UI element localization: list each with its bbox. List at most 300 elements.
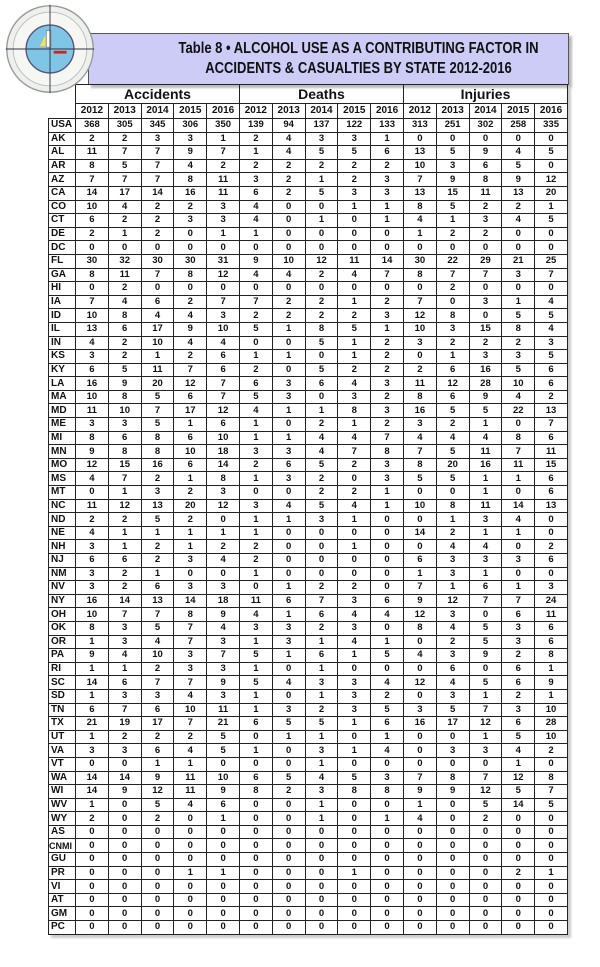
injuries-cell: 8 <box>502 322 535 336</box>
deaths-cell: 0 <box>338 880 371 894</box>
injuries-cell: 20 <box>535 186 568 200</box>
injuries-cell: 0 <box>436 486 469 500</box>
deaths-cell: 1 <box>305 798 338 812</box>
injuries-cell: 1 <box>436 581 469 595</box>
accidents-cell: 7 <box>207 295 240 309</box>
accidents-cell: 0 <box>174 921 207 935</box>
deaths-cell: 0 <box>371 227 404 241</box>
injuries-cell: 3 <box>469 214 502 228</box>
accidents-cell: 2 <box>141 540 174 554</box>
injuries-cell: 7 <box>535 268 568 282</box>
deaths-cell: 1 <box>239 227 272 241</box>
deaths-cell: 1 <box>239 662 272 676</box>
deaths-cell: 133 <box>371 119 404 133</box>
state-cell: WY <box>49 812 76 826</box>
accidents-cell: 30 <box>141 254 174 268</box>
state-cell: NV <box>49 581 76 595</box>
deaths-cell: 1 <box>338 649 371 663</box>
deaths-cell: 0 <box>272 921 305 935</box>
accidents-cell: 2 <box>207 159 240 173</box>
accidents-cell: 14 <box>76 186 109 200</box>
deaths-cell: 0 <box>371 567 404 581</box>
table-row <box>49 132 568 146</box>
accidents-cell: 1 <box>174 757 207 771</box>
deaths-cell: 2 <box>371 363 404 377</box>
accidents-cell: 6 <box>174 458 207 472</box>
injuries-cell: 11 <box>535 608 568 622</box>
deaths-cell: 5 <box>338 146 371 160</box>
injuries-cell: 8 <box>403 268 436 282</box>
injuries-cell: 5 <box>436 146 469 160</box>
injuries-cell: 8 <box>535 649 568 663</box>
deaths-cell: 0 <box>272 227 305 241</box>
accidents-cell: 14 <box>174 594 207 608</box>
injuries-cell: 8 <box>469 173 502 187</box>
injuries-cell: 3 <box>403 418 436 432</box>
injuries-cell: 4 <box>502 513 535 527</box>
deaths-cell: 0 <box>371 757 404 771</box>
deaths-cell: 0 <box>272 907 305 921</box>
year-header-injuries-2013: 2013 <box>436 104 469 119</box>
injuries-cell: 10 <box>403 159 436 173</box>
state-cell: NY <box>49 594 76 608</box>
deaths-cell: 6 <box>305 377 338 391</box>
injuries-cell: 2 <box>535 744 568 758</box>
accidents-cell: 11 <box>108 268 141 282</box>
accidents-cell: 5 <box>207 744 240 758</box>
table-title-line-1-wrap <box>178 40 539 58</box>
deaths-cell: 3 <box>338 689 371 703</box>
injuries-cell: 0 <box>535 812 568 826</box>
accidents-cell: 14 <box>76 771 109 785</box>
deaths-cell: 2 <box>371 689 404 703</box>
accidents-cell: 1 <box>207 526 240 540</box>
deaths-cell: 0 <box>338 472 371 486</box>
accidents-cell: 0 <box>141 880 174 894</box>
deaths-cell: 1 <box>305 173 338 187</box>
state-cell: OK <box>49 621 76 635</box>
accidents-cell: 7 <box>207 377 240 391</box>
deaths-cell: 8 <box>371 445 404 459</box>
accidents-cell: 17 <box>141 717 174 731</box>
accidents-cell: 1 <box>174 526 207 540</box>
deaths-cell: 3 <box>239 173 272 187</box>
injuries-cell: 1 <box>469 472 502 486</box>
deaths-cell: 122 <box>338 119 371 133</box>
state-cell: NE <box>49 526 76 540</box>
injuries-cell: 12 <box>436 594 469 608</box>
accidents-cell: 3 <box>108 689 141 703</box>
accidents-cell: 1 <box>174 418 207 432</box>
accidents-cell: 0 <box>108 839 141 853</box>
deaths-cell: 0 <box>338 812 371 826</box>
deaths-cell: 2 <box>239 132 272 146</box>
accidents-cell: 4 <box>174 689 207 703</box>
year-header-deaths-2013: 2013 <box>272 104 305 119</box>
table-row <box>49 458 568 472</box>
accidents-cell: 19 <box>108 717 141 731</box>
accidents-cell: 0 <box>141 921 174 935</box>
injuries-cell: 12 <box>403 309 436 323</box>
table-row <box>49 581 568 595</box>
injuries-cell: 0 <box>469 907 502 921</box>
accidents-cell: 2 <box>141 662 174 676</box>
table-title-line-2: ACCIDENTS & CASUALTIES BY STATE 2012-2016 <box>205 60 512 77</box>
year-header-deaths-2014: 2014 <box>305 104 338 119</box>
deaths-cell: 0 <box>371 513 404 527</box>
deaths-cell: 8 <box>239 785 272 799</box>
accidents-cell: 3 <box>207 309 240 323</box>
deaths-cell: 3 <box>371 186 404 200</box>
accidents-cell: 14 <box>207 458 240 472</box>
accidents-cell: 18 <box>207 445 240 459</box>
deaths-cell: 2 <box>272 785 305 799</box>
deaths-cell: 1 <box>239 689 272 703</box>
injuries-cell: 1 <box>436 214 469 228</box>
injuries-cell: 5 <box>436 200 469 214</box>
deaths-cell: 10 <box>272 254 305 268</box>
deaths-cell: 0 <box>272 200 305 214</box>
table-row <box>49 390 568 404</box>
deaths-cell: 0 <box>239 581 272 595</box>
table-row <box>49 200 568 214</box>
accidents-cell: 5 <box>207 730 240 744</box>
state-cell: CT <box>49 214 76 228</box>
injuries-cell: 13 <box>535 499 568 513</box>
injuries-cell: 0 <box>436 295 469 309</box>
table-row <box>49 445 568 459</box>
injuries-cell: 0 <box>502 241 535 255</box>
deaths-cell: 0 <box>272 336 305 350</box>
injuries-cell: 0 <box>436 132 469 146</box>
deaths-cell: 1 <box>371 635 404 649</box>
deaths-cell: 6 <box>272 458 305 472</box>
injuries-cell: 5 <box>502 309 535 323</box>
boating-safety-logo <box>4 3 96 95</box>
accidents-cell: 10 <box>76 608 109 622</box>
injuries-cell: 6 <box>436 390 469 404</box>
table-row <box>49 866 568 880</box>
injuries-cell: 2 <box>502 689 535 703</box>
deaths-cell: 3 <box>338 676 371 690</box>
injuries-cell: 1 <box>469 486 502 500</box>
accidents-cell: 5 <box>141 513 174 527</box>
injuries-cell: 3 <box>502 635 535 649</box>
deaths-cell: 0 <box>371 282 404 296</box>
deaths-cell: 0 <box>371 554 404 568</box>
injuries-cell: 0 <box>469 825 502 839</box>
accidents-cell: 345 <box>141 119 174 133</box>
injuries-cell: 2 <box>469 200 502 214</box>
accidents-cell: 1 <box>141 567 174 581</box>
injuries-cell: 0 <box>535 282 568 296</box>
accidents-cell: 4 <box>76 526 109 540</box>
injuries-cell: 4 <box>502 390 535 404</box>
state-cell: MI <box>49 431 76 445</box>
deaths-cell: 5 <box>239 322 272 336</box>
accidents-cell: 1 <box>108 486 141 500</box>
deaths-cell: 1 <box>305 635 338 649</box>
accidents-cell: 11 <box>76 404 109 418</box>
group-header-injuries: Injuries <box>403 85 567 104</box>
injuries-cell: 0 <box>403 635 436 649</box>
deaths-cell: 0 <box>371 907 404 921</box>
accidents-cell: 7 <box>207 649 240 663</box>
deaths-cell: 7 <box>305 594 338 608</box>
injuries-cell: 0 <box>436 839 469 853</box>
deaths-cell: 0 <box>371 662 404 676</box>
deaths-cell: 1 <box>338 418 371 432</box>
table-row <box>49 893 568 907</box>
injuries-cell: 1 <box>436 513 469 527</box>
deaths-cell: 0 <box>305 554 338 568</box>
deaths-cell: 12 <box>305 254 338 268</box>
year-header-deaths-2012: 2012 <box>239 104 272 119</box>
deaths-cell: 0 <box>272 866 305 880</box>
injuries-cell: 22 <box>502 404 535 418</box>
deaths-cell: 4 <box>272 146 305 160</box>
accidents-cell: 306 <box>174 119 207 133</box>
deaths-cell: 0 <box>239 853 272 867</box>
deaths-cell: 2 <box>239 458 272 472</box>
deaths-cell: 0 <box>305 227 338 241</box>
injuries-cell: 14 <box>403 526 436 540</box>
injuries-cell: 0 <box>535 757 568 771</box>
deaths-cell: 0 <box>305 866 338 880</box>
deaths-cell: 4 <box>371 608 404 622</box>
injuries-cell: 0 <box>469 921 502 935</box>
deaths-cell: 0 <box>305 839 338 853</box>
accidents-cell: 6 <box>207 363 240 377</box>
accidents-cell: 0 <box>141 282 174 296</box>
table-row <box>49 227 568 241</box>
deaths-cell: 2 <box>305 309 338 323</box>
injuries-cell: 3 <box>436 689 469 703</box>
injuries-cell: 16 <box>403 404 436 418</box>
injuries-cell: 10 <box>403 499 436 513</box>
accidents-cell: 11 <box>141 363 174 377</box>
accidents-cell: 13 <box>141 499 174 513</box>
deaths-cell: 1 <box>371 812 404 826</box>
year-header-accidents-2013: 2013 <box>108 104 141 119</box>
deaths-cell: 2 <box>305 418 338 432</box>
deaths-cell: 1 <box>272 513 305 527</box>
accidents-cell: 7 <box>174 717 207 731</box>
injuries-cell: 5 <box>535 798 568 812</box>
accidents-cell: 1 <box>174 540 207 554</box>
accidents-cell: 3 <box>174 554 207 568</box>
injuries-cell: 12 <box>502 771 535 785</box>
deaths-cell: 2 <box>239 309 272 323</box>
injuries-cell: 1 <box>469 689 502 703</box>
deaths-cell: 0 <box>371 526 404 540</box>
year-header-deaths-2016: 2016 <box>371 104 404 119</box>
deaths-cell: 5 <box>239 676 272 690</box>
accidents-cell: 3 <box>76 418 109 432</box>
accidents-cell: 4 <box>141 635 174 649</box>
deaths-cell: 9 <box>239 254 272 268</box>
year-header-injuries-2016: 2016 <box>535 104 568 119</box>
deaths-cell: 1 <box>371 132 404 146</box>
accidents-cell: 3 <box>174 132 207 146</box>
state-cell: MA <box>49 390 76 404</box>
deaths-cell: 6 <box>239 377 272 391</box>
table-row <box>49 363 568 377</box>
accidents-cell: 3 <box>174 214 207 228</box>
accidents-cell: 0 <box>141 853 174 867</box>
deaths-cell: 1 <box>338 513 371 527</box>
state-cell: HI <box>49 282 76 296</box>
injuries-cell: 0 <box>502 282 535 296</box>
accidents-cell: 2 <box>174 730 207 744</box>
deaths-cell: 8 <box>338 404 371 418</box>
accidents-cell: 2 <box>174 295 207 309</box>
deaths-cell: 0 <box>338 839 371 853</box>
deaths-cell: 1 <box>239 431 272 445</box>
injuries-cell: 5 <box>502 785 535 799</box>
accidents-cell: 0 <box>108 853 141 867</box>
accidents-cell: 9 <box>108 785 141 799</box>
injuries-cell: 2 <box>469 227 502 241</box>
injuries-cell: 4 <box>502 146 535 160</box>
deaths-cell: 3 <box>239 621 272 635</box>
deaths-cell: 0 <box>272 282 305 296</box>
injuries-cell: 3 <box>502 703 535 717</box>
accidents-cell: 7 <box>207 146 240 160</box>
deaths-cell: 4 <box>272 132 305 146</box>
injuries-cell: 13 <box>403 146 436 160</box>
accidents-cell: 10 <box>108 404 141 418</box>
injuries-cell: 25 <box>535 254 568 268</box>
injuries-cell: 13 <box>535 404 568 418</box>
injuries-cell: 3 <box>502 621 535 635</box>
injuries-cell: 6 <box>535 486 568 500</box>
deaths-cell: 1 <box>239 635 272 649</box>
accidents-cell: 4 <box>174 309 207 323</box>
injuries-cell: 1 <box>502 757 535 771</box>
deaths-cell: 0 <box>338 893 371 907</box>
injuries-cell: 0 <box>469 853 502 867</box>
accidents-cell: 16 <box>76 594 109 608</box>
accidents-cell: 6 <box>108 676 141 690</box>
injuries-cell: 3 <box>469 513 502 527</box>
table-row <box>49 486 568 500</box>
deaths-cell: 137 <box>305 119 338 133</box>
accidents-cell: 14 <box>141 186 174 200</box>
accidents-cell: 10 <box>207 771 240 785</box>
deaths-cell: 2 <box>338 581 371 595</box>
injuries-cell: 0 <box>469 132 502 146</box>
table-row <box>49 608 568 622</box>
injuries-cell: 1 <box>502 526 535 540</box>
injuries-cell: 0 <box>535 907 568 921</box>
deaths-cell: 3 <box>305 513 338 527</box>
injuries-cell: 9 <box>535 676 568 690</box>
deaths-cell: 0 <box>272 241 305 255</box>
table-row <box>49 907 568 921</box>
accidents-cell: 1 <box>108 540 141 554</box>
accidents-cell: 2 <box>174 350 207 364</box>
accidents-cell: 0 <box>76 241 109 255</box>
injuries-cell: 9 <box>469 146 502 160</box>
accidents-cell: 6 <box>76 703 109 717</box>
table-row <box>49 921 568 935</box>
accidents-cell: 11 <box>174 785 207 799</box>
accidents-cell: 3 <box>207 200 240 214</box>
injuries-cell: 8 <box>436 771 469 785</box>
deaths-cell: 3 <box>371 771 404 785</box>
state-cell: CO <box>49 200 76 214</box>
deaths-cell: 2 <box>371 295 404 309</box>
state-cell: LA <box>49 377 76 391</box>
group-header-accidents: Accidents <box>76 85 240 104</box>
injuries-cell: 4 <box>403 649 436 663</box>
table-row <box>49 295 568 309</box>
deaths-cell: 4 <box>305 771 338 785</box>
injuries-cell: 0 <box>535 921 568 935</box>
accidents-cell: 2 <box>174 513 207 527</box>
accidents-cell: 3 <box>141 689 174 703</box>
injuries-cell: 3 <box>469 350 502 364</box>
accidents-cell: 3 <box>108 418 141 432</box>
injuries-cell: 6 <box>502 662 535 676</box>
accidents-cell: 6 <box>108 322 141 336</box>
deaths-cell: 1 <box>272 581 305 595</box>
deaths-cell: 4 <box>371 744 404 758</box>
accidents-cell: 0 <box>108 241 141 255</box>
accidents-cell: 1 <box>108 526 141 540</box>
accidents-cell: 12 <box>174 377 207 391</box>
injuries-cell: 1 <box>469 567 502 581</box>
deaths-cell: 0 <box>272 853 305 867</box>
deaths-cell: 1 <box>338 200 371 214</box>
accidents-cell: 0 <box>108 866 141 880</box>
injuries-cell: 1 <box>502 581 535 595</box>
injuries-cell: 8 <box>535 771 568 785</box>
deaths-cell: 0 <box>338 798 371 812</box>
deaths-cell: 5 <box>305 186 338 200</box>
state-cell: OR <box>49 635 76 649</box>
injuries-cell: 3 <box>469 295 502 309</box>
table-title-banner <box>88 33 569 85</box>
accidents-cell: 2 <box>108 350 141 364</box>
deaths-cell: 0 <box>338 214 371 228</box>
deaths-cell: 1 <box>272 608 305 622</box>
injuries-cell: 7 <box>436 268 469 282</box>
deaths-cell: 1 <box>371 322 404 336</box>
deaths-cell: 0 <box>239 282 272 296</box>
accidents-cell: 0 <box>207 921 240 935</box>
injuries-cell: 12 <box>469 785 502 799</box>
injuries-cell: 0 <box>469 309 502 323</box>
accidents-cell: 5 <box>108 363 141 377</box>
injuries-cell: 5 <box>436 472 469 486</box>
deaths-cell: 5 <box>272 771 305 785</box>
accidents-cell: 7 <box>108 173 141 187</box>
injuries-cell: 0 <box>403 839 436 853</box>
injuries-cell: 7 <box>469 594 502 608</box>
accidents-cell: 7 <box>141 173 174 187</box>
accidents-cell: 3 <box>207 486 240 500</box>
accidents-cell: 1 <box>76 730 109 744</box>
deaths-cell: 94 <box>272 119 305 133</box>
deaths-cell: 2 <box>305 295 338 309</box>
injuries-cell: 12 <box>436 377 469 391</box>
deaths-cell: 4 <box>272 268 305 282</box>
deaths-cell: 1 <box>272 322 305 336</box>
deaths-cell: 0 <box>239 798 272 812</box>
accidents-cell: 10 <box>174 703 207 717</box>
